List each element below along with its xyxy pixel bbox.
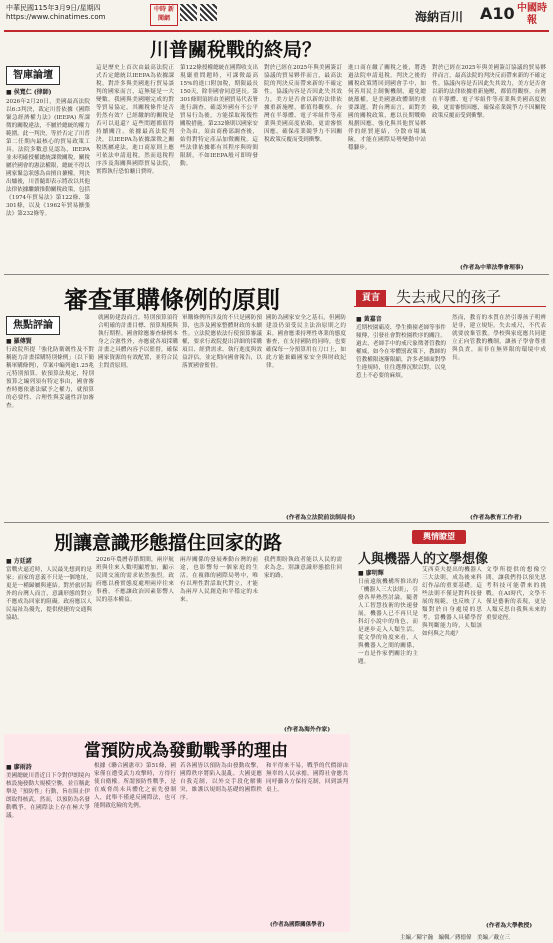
author-note-prevention: (作者為國際關係學者) — [270, 922, 325, 928]
article-body-arms-col3: 軍購條例所涉及的不只是國防預算，也涉及國家整體財政的永續性。立法院應依法行使預算審議權，要求行政院提出詳細的採購項目、經費需求、執行進度與效益評估，並定期向國會報告，以落實國會監督。 — [182, 315, 262, 369]
article-title-tariff: 川普關稅戰的終局？ — [150, 39, 322, 61]
article-body-prevention-col2: 根據《聯合國憲章》第51條，國家僅在遭受武力攻擊時，方得行使自衛權。所謂預防性戰爭，是在威脅尚未具體化之前先發制人，此舉不僅違反國際法，也可能開啟危險的先例。 — [94, 763, 176, 809]
article-title-prevention: 當預防成為發動戰爭的理由 — [84, 741, 288, 761]
article-body-ruler-col1: 近期校園霸凌、學生衝撞老師等事件頻傳，引發社會對校園秩序的關注。過去，老師手中的戒尺象徵著管教的權威，如今在零體罰政策下，教師的管教權限逐漸限縮，許多老師面對學生違規時，往往選擇沉默以對，以免惹上不必要的麻煩。 — [356, 325, 446, 379]
divider — [354, 306, 546, 307]
article-body-robot-col3: 文學所提供的想像空間，讓我們得以預先思考科技可能帶來的挑戰。在AI時代，文學不僅是藝術的表現，更是人類反思自我與未來的重要途徑。 — [486, 567, 546, 621]
site-url[interactable]: https://www.chinatimes.com — [6, 13, 106, 21]
article-body-prevention-col1: 美國總統川普近日下令對伊朗境內核設施發動大規模空襲，並宣稱此舉是「預防性」行動，旨在阻止伊朗取得核武。然而，以預防為名發動戰爭，在國際法上存在極大爭議。 — [6, 773, 90, 819]
article-body-home-col3: 兩岸關係的發展牽動台灣的前途，也影響每一個家庭的生活。在複雜的國際局勢中，唯有以理性對話取代對立，才能為兩岸人民創造和平穩定的未來。 — [180, 557, 258, 603]
article-title-robot: 人與機器人的文學想像 — [358, 552, 489, 567]
article-body-arms-col2: 就國防建設而言，特別預算須符合明確的計畫目標、預算規模與執行期程。國會除應審查條例本身之合憲性外，亦應就各項採購計畫之具體內容予以監督，確保國家資源的有效配置，並符合民主問責原則。 — [98, 315, 178, 369]
article-body-arms-col1: 行政院所提「強化防衛韌性及不對稱能力計畫採購特別條例」（以下簡稱軍購條例），草案中編列逾1.25兆元特別預算。依預算法規定，特別預算之編列須有特定事由，國會審查時應依憲法賦予之權力，就預算的必要性、合理性與妥適性詳加審查。 — [6, 347, 94, 409]
author-note-ruler: (作者為教育工作者) — [470, 515, 522, 521]
divider — [4, 522, 549, 523]
article-body-home-col4: 我們期盼執政者能以人民的需求為念，別讓意識形態擋住回家的路。 — [264, 557, 342, 579]
article-body-prevention-col3: 若各國皆以預防為由發動攻擊，國際秩序將陷入混亂。大國更應自我克制，以外交手段化解衝突，維護以規則為基礎的國際秩序。 — [180, 763, 262, 801]
brand-logo: 中國時報 — [517, 3, 547, 26]
divider — [4, 274, 549, 275]
article-body-ruler-col2: 然而，教育的本質在於引導孩子明辨是非，建立規矩。失去戒尺，不代表就要放棄管教。學校與家庭應共同建立正向管教的機制，讓孩子學會尊重與負責，而非在無界限的環境中成長。 — [452, 315, 546, 361]
byline-tariff: ■ 侯寬仁 (律師) — [6, 89, 52, 96]
article-body-robot-col1: 日前遠航機構所推出的「機器人三大法則」，引發各界熱烈討論。隨著人工智慧技術的快速發展，機器人已不再只是科幻小說中的角色，而是逐步走入人類生活。從文學的角度來看，人與機器人之間的關係，一直是作家們關注的主題。 — [358, 579, 418, 665]
issue-date: 中華民國115年3月9日/星期四 https://www.chinatimes.com — [6, 4, 106, 21]
article-title-home: 別讓意識形態擋住回家的路 — [54, 532, 283, 554]
article-body-tariff-col3: 第122條授權總統在國際收支出現嚴重問題時，可課徵最高15%的進口附加稅，期限最長150天，除非國會同意延長。第301條則須經由美國貿易代表署進行調查，確認外國有不公平貿易行為後，方能採取報復性關稅措施。第232條則以國家安全為由，須由商務部調查後，始得對特定產品加徵關稅。這些法律依據都有其程序與時間限制，不如IEEPA般可即時發動。 — [180, 65, 258, 167]
article-body-home-col1: 當戰火逼近時，人民最先想到的是家；而家的意義不只是一個地址，更是一種歸屬與連結。對於旅居海外的台灣人而言，意識形態的對立不應成為回家的阻礙。政府應以人民福祉為優先，提供便捷的交通與協助。 — [6, 567, 92, 621]
section-name: 海納百川 — [415, 10, 464, 24]
author-note-tariff: (作者為中華法學會理事) — [460, 265, 524, 271]
column-tag-opinion-watch: 輿情瞭望 — [412, 530, 466, 544]
editor-credits: 主編／陳宇瀚 編輯／蔣德偉 美編／戴立三 — [400, 935, 511, 941]
qr-code-icon-2[interactable] — [200, 4, 217, 21]
article-body-robot-col2: 艾西莫夫提出的機器人三大法則，成為後來科幻作品的重要基礎。這些法則不僅是對科技發展的規範，也反映了人類對於自身處境的思考。當機器人具備學習與判斷能力時，人類該如何與之共處？ — [422, 567, 482, 637]
header-rule — [4, 30, 549, 32]
article-body-prevention-col4: 和平得來不易，戰爭的代價卻由無辜的人民承擔。國際社會應共同呼籲各方保持克制，回到談判桌上。 — [266, 763, 348, 793]
column-tag-think-tank: 智庫論壇 — [6, 66, 60, 85]
column-tag-focus: 焦點評論 — [6, 316, 60, 335]
article-title-ruler: 失去戒尺的孩子 — [396, 288, 502, 306]
byline-home: ■ 方廷諾 — [6, 558, 32, 565]
page-number: A10 — [480, 4, 515, 23]
byline-arms: ■ 羅傳賢 — [6, 338, 32, 345]
author-note-arms: (作者為立法院前法制局長) — [286, 515, 356, 521]
article-body-tariff-col4: 對於已經在2025年與美國簽訂協議的貿易夥伴而言，最高法院的判決反而帶來新的不確定性。協議內容是否因此失其效力，美方是否會以新的法律依據重新施壓，都值得觀察。台灣在半導體、電子零組件等產業與美國高度依賴，更需審慎因應，確保產業競爭力不因關稅政策反覆而受到衝擊。 — [264, 65, 342, 143]
article-body-tariff-col2: 這是歷史上首次由最高法院正式否定總統以IEEPA為依據課稅。對許多與美國進行貿易談判的國家而言，這無疑是一大變數。我國與美國剛完成的對等貿易協定，其關稅條件是否仍然有效？已經繳納的關稅是否可以退還？這些問題都值得持續關注。依據最高法院判決，以IEEPA為依據課徵之關稅既屬違法，進口商原則上應可依法申請退稅。然而退稅程序涉及海關與國際貿易法院，實際執行恐怕曠日費時。 — [96, 65, 174, 175]
article-title-arms: 審查軍購條例的原則 — [64, 285, 280, 314]
article-body-home-col2: 2026年農曆春節期間，兩岸航班與往來人數明顯增加，顯示民間交流的需求依然強烈。政府應以務實態度處理兩岸往來事務，不應讓政治因素影響人民的基本權益。 — [96, 557, 174, 603]
byline-prevention: ■ 廖雨詩 — [6, 764, 32, 771]
chinatimes-small-logo: 中時 新聞網 — [150, 4, 178, 26]
qr-code-icon[interactable] — [180, 4, 197, 21]
byline-ruler: ■ 黃嘉音 — [356, 316, 382, 323]
article-body-arms-col4: 國防為國家安全之基石，但國防建設仍須受民主法治原則之約束。國會應秉持理性專業的態度審查，在支持國防的同時，也要確保每一分預算用在刀口上，如此方能兼顧國家安全與財政紀律。 — [266, 315, 346, 369]
column-tag-gongyan: 貢言 — [356, 290, 386, 306]
article-body-tariff-col6: 對於已經在2025年與美國簽訂協議的貿易夥伴而言，最高法院的判決反而帶來新的不確定性。協議內容是否因此失其效力，美方是否會以新的法律依據重新施壓，都值得觀察。台灣在半導體、電子零組件等產業與美國高度依賴，更需審慎因應，確保產業競爭力不因關稅政策反覆而受到衝擊。 — [432, 65, 546, 119]
article-body-tariff-col5: 進口商在繳了關稅之後，將透過法院申請退稅。判決之後的關稅政策將回到國會手中，如何善用民主制衡機制，避免總統濫權，是美國憲政體制的重要課題。對台灣而言，面對美國的關稅政策，應以長期戰略規劃因應，強化與其他貿易夥伴的經貿連結，分散市場風險，才能在國際局勢變動中站穩腳步。 — [348, 65, 426, 151]
article-body-tariff-col1: 2026年2月20日，美國最高法院以6:3判決，裁定川普依據《國際緊急經濟權力法》(IEEPA) 所課徵的關稅違法，不屬於總統的權力範圍。此一判決，等於否定了川普第二任期內最核心的貿易政策工具。法院多數意見認為，IEEPA並未明確授權總統課徵關稅，關稅屬於國會的憲法權限，總統不得以國家緊急狀態為由擅自擴權。判決出爐後，川普隨即表示將改以其他法律依據繼續推動關稅政策，包括《1974年貿易法》第122條、第301條，以及《1962年貿易擴張法》第232條等。 — [6, 99, 90, 217]
author-note-home: (作者為海外作家) — [284, 727, 331, 733]
byline-robot: ■ 廖明輝 — [358, 570, 384, 577]
author-note-robot: (作者為大學教授) — [486, 923, 533, 929]
